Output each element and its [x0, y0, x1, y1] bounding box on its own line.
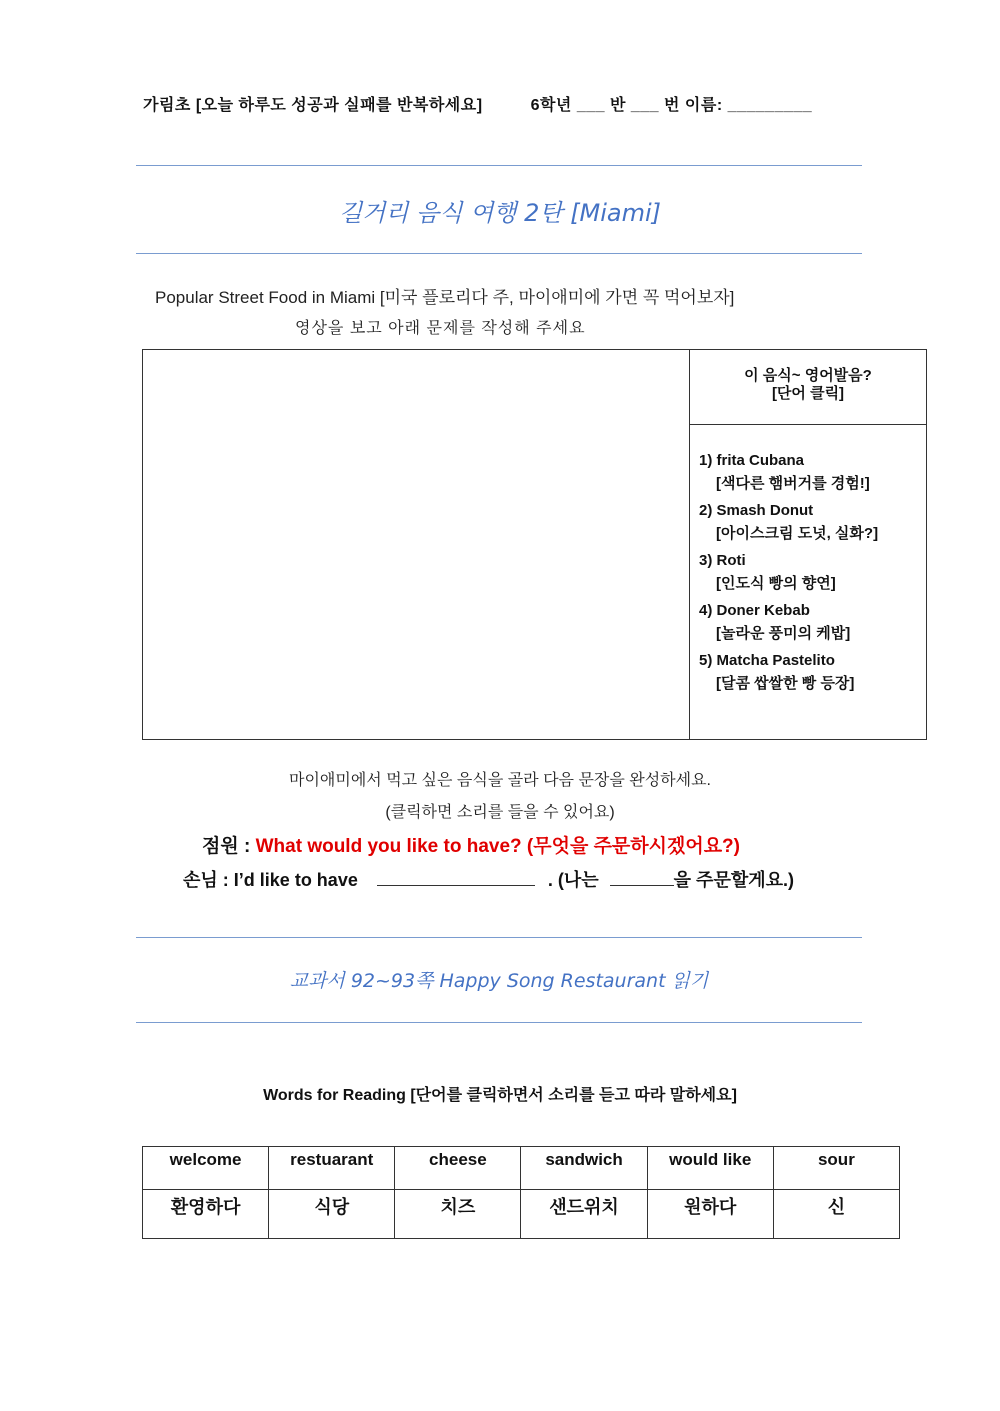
food-description: [놀라운 풍미의 케밥] — [716, 625, 851, 642]
words-heading: Words for Reading [단어를 클릭하면서 소리를 듣고 따라 말하세요] — [263, 1087, 737, 1104]
divider-top — [136, 165, 862, 166]
customer-mid: . (나는 — [547, 870, 599, 890]
food-word-roti[interactable]: 3) Roti — [699, 552, 746, 569]
vocab-word-would-like[interactable]: would like — [647, 1147, 773, 1190]
vocab-table — [142, 1146, 900, 1239]
vocab-word-welcome[interactable]: welcome — [143, 1147, 269, 1190]
customer-suffix: 을 주문할게요.) — [673, 870, 794, 890]
order-instruction-audio: (클릭하면 소리를 들을 수 있어요) — [385, 804, 615, 821]
vocab-word-sandwich[interactable]: sandwich — [521, 1147, 647, 1190]
pronunciation-heading-line1: 이 음식~ 영어발음? — [744, 367, 872, 384]
food-description: [색다른 햄버거를 경험!] — [716, 475, 870, 492]
vocab-meaning: 신 — [773, 1190, 899, 1239]
vocab-meaning: 샌드위치 — [521, 1190, 647, 1239]
class-info: 6학년 ___ 반 ___ 번 이름: _________ — [530, 97, 813, 114]
video-box — [142, 349, 927, 740]
divider-section2-top — [136, 937, 862, 938]
answer-blank-korean[interactable] — [610, 867, 674, 886]
food-word-frita-cubana[interactable]: 1) frita Cubana — [699, 452, 805, 469]
video-player-area[interactable] — [143, 350, 690, 739]
vocab-word-restaurant[interactable]: restuarant — [269, 1147, 395, 1190]
list-item — [699, 500, 927, 546]
food-word-smash-donut[interactable]: 2) Smash Donut — [699, 502, 814, 519]
vocab-meaning: 원하다 — [647, 1190, 773, 1239]
answer-blank-english[interactable] — [377, 867, 535, 886]
food-description: [아이스크림 도넛, 실화?] — [716, 525, 879, 542]
list-item — [699, 550, 927, 596]
order-instruction: 마이애미에서 먹고 싶은 음식을 골라 다음 문장을 완성하세요. — [289, 772, 711, 789]
video-instruction: 영상을 보고 아래 문제를 작성해 주세요 — [295, 320, 586, 337]
food-word-doner-kebab[interactable]: 4) Doner Kebab — [699, 602, 810, 619]
food-list — [699, 450, 927, 700]
customer-prefix[interactable]: I’d like to have — [233, 870, 358, 890]
vocab-meaning: 식당 — [269, 1190, 395, 1239]
customer-label: 손님 : — [183, 870, 229, 890]
clerk-line[interactable]: What would you like to have? (무엇을 주문하시겠어요?) — [255, 836, 740, 857]
pronunciation-heading — [690, 350, 926, 425]
table-row — [143, 1147, 900, 1190]
pronunciation-heading-line2: [단어 클릭] — [771, 385, 845, 402]
food-word-matcha-pastelito[interactable]: 5) Matcha Pastelito — [699, 652, 835, 669]
list-item — [699, 650, 927, 696]
vocab-word-sour[interactable]: sour — [773, 1147, 899, 1190]
intro-text: Popular Street Food in Miami [미국 플로리다 주, 마이애미에 가면 꼭 먹어보자] — [155, 288, 735, 307]
divider-section2-bottom — [136, 1022, 862, 1023]
customer-dialog — [183, 866, 794, 892]
list-item — [699, 600, 927, 646]
vocab-word-cheese[interactable]: cheese — [395, 1147, 521, 1190]
section-title-miami: 길거리 음식 여행 2탄 [Miami] — [338, 199, 662, 227]
clerk-dialog — [202, 831, 740, 858]
food-description: [인도식 빵의 향연] — [716, 575, 836, 592]
food-description: [달콤 쌉쌀한 빵 등장] — [716, 675, 855, 692]
header-line — [143, 92, 812, 115]
clerk-label: 점원 : — [202, 836, 251, 857]
list-item — [699, 450, 927, 496]
table-row — [143, 1190, 900, 1239]
section-title-textbook: 교과서 92~93쪽 Happy Song Restaurant 읽기 — [289, 970, 709, 992]
divider-title-bottom — [136, 253, 862, 254]
vocab-meaning: 환영하다 — [143, 1190, 269, 1239]
school-motto: 가림초 [오늘 하루도 성공과 실패를 반복하세요] — [143, 97, 483, 114]
vocab-meaning: 치즈 — [395, 1190, 521, 1239]
